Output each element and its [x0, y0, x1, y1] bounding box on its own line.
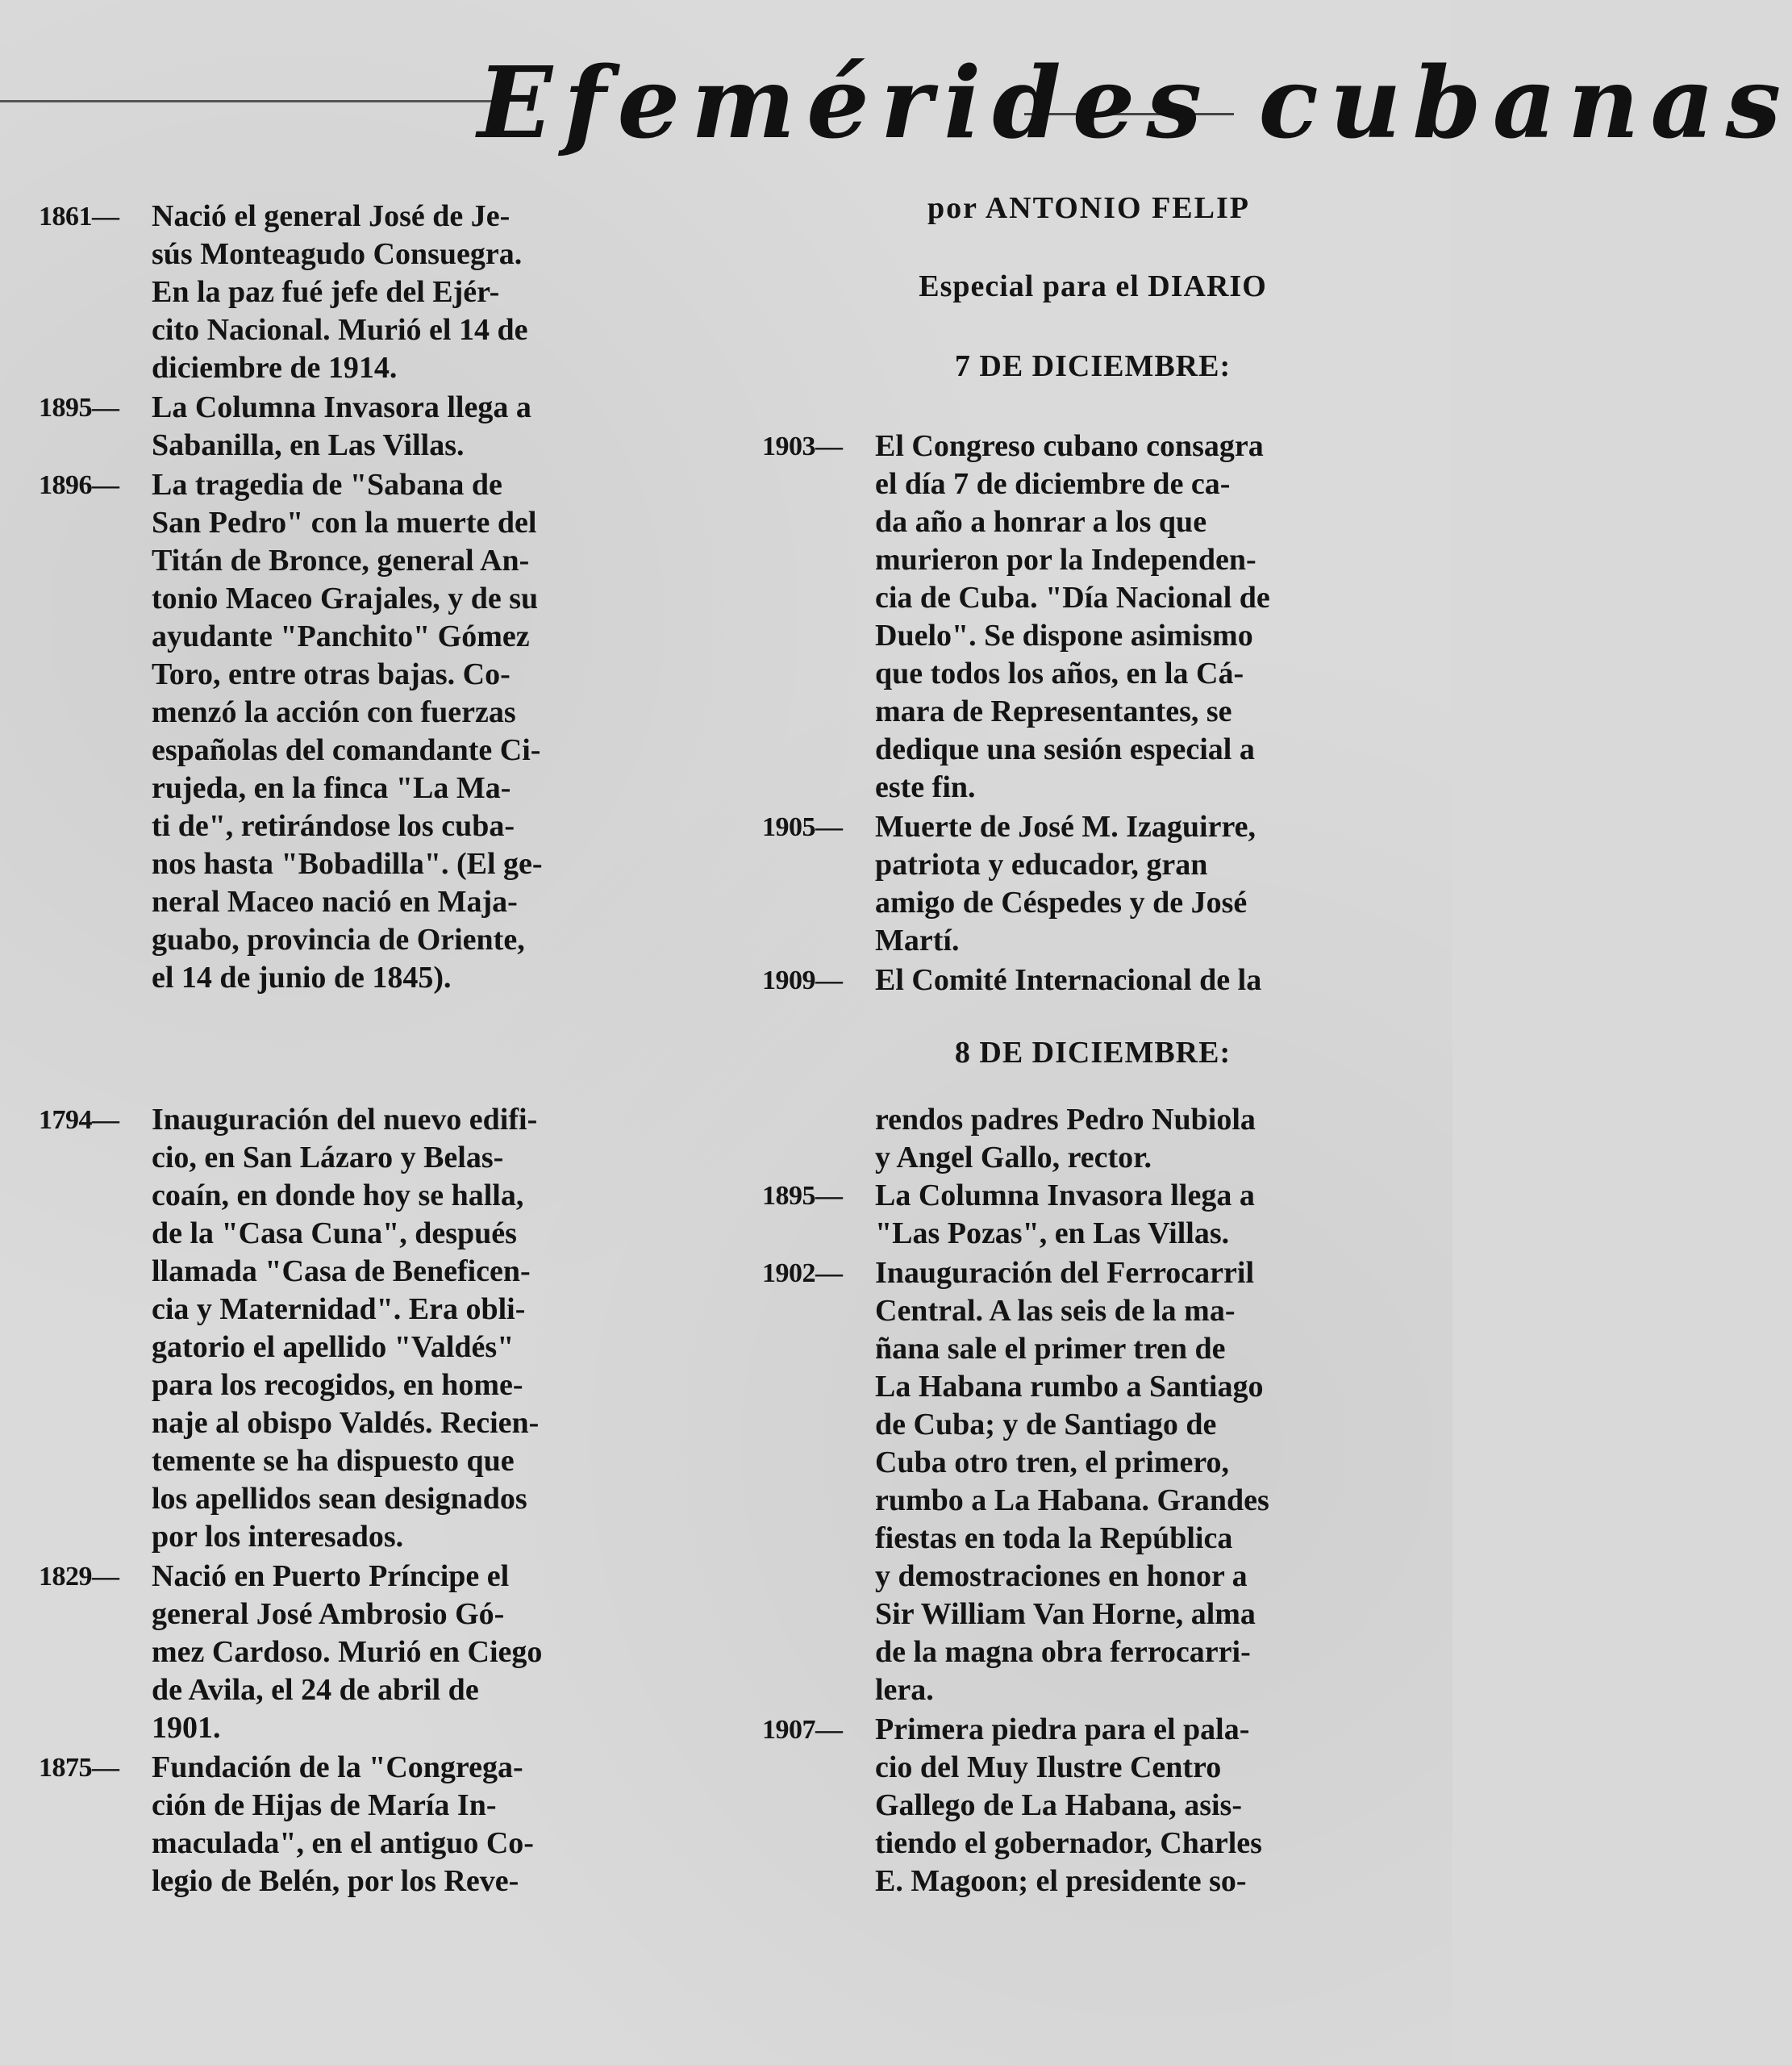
entry-year: 1905— — [762, 812, 843, 842]
right-column-bottom — [762, 1101, 1415, 1902]
byline: por ANTONIO FELIP — [927, 191, 1250, 225]
entry-line: mez Cardoso. Murió en Ciego — [152, 1635, 543, 1669]
entry-line: ti de", retirándose los cuba- — [152, 809, 515, 843]
entry-line: gatorio el apellido "Valdés" — [152, 1330, 515, 1364]
entry-line: cio, en San Lázaro y Belas- — [152, 1141, 504, 1174]
entry-line: de la "Casa Cuna", después — [152, 1216, 517, 1250]
ephemeris-entry — [39, 1749, 700, 1900]
entry-year: 1902— — [762, 1258, 843, 1288]
entry-line: E. Magoon; el presidente so- — [875, 1864, 1247, 1898]
entry-line: temente se ha dispuesto que — [152, 1444, 515, 1478]
entry-line: cia de Cuba. "Día Nacional de — [875, 581, 1270, 615]
entry-year: 1909— — [762, 966, 843, 995]
ephemeris-entry — [762, 1254, 1415, 1709]
entry-line: neral Maceo nació en Maja- — [152, 885, 518, 919]
entry-year: 1861— — [39, 202, 119, 232]
entry-line: nos hasta "Bobadilla". (El ge- — [152, 847, 543, 881]
entry-line: naje al obispo Valdés. Recien- — [152, 1406, 540, 1440]
entry-line: mara de Representantes, se — [875, 695, 1232, 728]
entry-year: 1875— — [39, 1753, 119, 1783]
entry-year: 1896— — [39, 470, 119, 500]
entry-line: y Angel Gallo, rector. — [875, 1141, 1152, 1174]
entry-line: Cuba otro tren, el primero, — [875, 1446, 1230, 1479]
entry-line: españolas del comandante Ci- — [152, 733, 541, 767]
entry-line: Primera piedra para el pala- — [875, 1712, 1250, 1746]
ephemeris-entry — [762, 1177, 1415, 1253]
entry-year: 1829— — [39, 1562, 119, 1592]
entry-line: En la paz fué jefe del Ejér- — [152, 275, 500, 309]
entry-line: Nació el general José de Je- — [152, 199, 511, 233]
entry-line: coaín, en donde hoy se halla, — [152, 1179, 524, 1212]
entry-line: "Las Pozas", en Las Villas. — [875, 1216, 1230, 1250]
entry-year: 1794— — [39, 1105, 119, 1135]
entry-line: ción de Hijas de María In- — [152, 1788, 497, 1822]
entry-line: y demostraciones en honor a — [875, 1559, 1248, 1593]
entry-line: general José Ambrosio Gó- — [152, 1597, 505, 1631]
entry-line: amigo de Céspedes y de José — [875, 886, 1248, 920]
entry-line: que todos los años, en la Cá- — [875, 657, 1244, 690]
entry-line: lera. — [875, 1673, 934, 1707]
ephemeris-entry — [762, 962, 1415, 999]
entry-line: San Pedro" con la muerte del — [152, 506, 537, 540]
headline: Efemérides cubanas — [477, 44, 1792, 161]
entry-line: Gallego de La Habana, asis- — [875, 1788, 1242, 1822]
entry-line: Titán de Bronce, general An- — [152, 544, 530, 578]
ephemeris-entry — [39, 1101, 700, 1556]
entry-line: maculada", en el antiguo Co- — [152, 1826, 534, 1860]
continued-text — [762, 1101, 1415, 1177]
entry-year: 1903— — [762, 432, 843, 461]
entry-line: Central. A las seis de la ma- — [875, 1294, 1236, 1328]
entry-line: por los interesados. — [152, 1520, 404, 1554]
entry-line: el día 7 de diciembre de ca- — [875, 467, 1231, 501]
entry-line: menzó la acción con fuerzas — [152, 695, 516, 729]
entry-line: da año a honrar a los que — [875, 505, 1207, 539]
entry-line: de Cuba; y de Santiago de — [875, 1408, 1217, 1441]
entry-line: guabo, provincia de Oriente, — [152, 923, 525, 957]
header-rule — [0, 100, 500, 102]
entry-line: cito Nacional. Murió el 14 de — [152, 313, 528, 347]
entry-line: Fundación de la "Congrega- — [152, 1750, 523, 1784]
entry-line: Duelo". Se dispone asimismo — [875, 619, 1253, 653]
entry-line: ñana sale el primer tren de — [875, 1332, 1226, 1366]
entry-line: de Avila, el 24 de abril de — [152, 1673, 479, 1707]
right-column-top — [762, 428, 1415, 1001]
entry-line: tiendo el gobernador, Charles — [875, 1826, 1262, 1860]
entry-line: cia y Maternidad". Era obli- — [152, 1292, 526, 1326]
entry-line: cio del Muy Ilustre Centro — [875, 1750, 1222, 1784]
entry-line: El Comité Internacional de la — [875, 963, 1262, 997]
entry-line: Muerte de José M. Izaguirre, — [875, 810, 1256, 844]
entry-line: para los recogidos, en home- — [152, 1368, 523, 1402]
ephemeris-entry — [39, 1558, 700, 1747]
ephemeris-entry — [762, 808, 1415, 960]
entry-line: La Habana rumbo a Santiago — [875, 1370, 1264, 1404]
entry-line: La tragedia de "Sabana de — [152, 468, 502, 502]
entry-line: los apellidos sean designados — [152, 1482, 527, 1516]
ephemeris-entry — [39, 466, 700, 997]
entry-line: Inauguración del nuevo edifi- — [152, 1103, 538, 1137]
entry-line: legio de Belén, por los Reve- — [152, 1864, 519, 1898]
entry-line: Martí. — [875, 924, 960, 957]
entry-line: llamada "Casa de Beneficen- — [152, 1254, 531, 1288]
entry-line: el 14 de junio de 1845). — [152, 961, 452, 995]
entry-line: Inauguración del Ferrocarril — [875, 1256, 1255, 1290]
ephemeris-entry — [762, 1711, 1415, 1900]
entry-line: rumbo a La Habana. Grandes — [875, 1483, 1269, 1517]
entry-line: diciembre de 1914. — [152, 351, 398, 385]
entry-line: patriota y educador, gran — [875, 848, 1208, 882]
entry-line: de la magna obra ferrocarri- — [875, 1635, 1251, 1669]
entry-line: este fin. — [875, 770, 976, 804]
entry-line: La Columna Invasora llega a — [875, 1179, 1255, 1212]
entry-line: rendos padres Pedro Nubiola — [875, 1103, 1256, 1137]
ephemeris-entry — [39, 198, 700, 387]
left-column-top — [39, 198, 700, 999]
special-note: Especial para el DIARIO — [919, 269, 1267, 303]
date-heading-8-dec: 8 DE DICIEMBRE: — [954, 1036, 1231, 1070]
entry-line: fiestas en toda la República — [875, 1521, 1233, 1555]
entry-year: 1895— — [39, 393, 119, 423]
entry-line: Sir William Van Horne, alma — [875, 1597, 1256, 1631]
ephemeris-entry — [39, 389, 700, 465]
date-heading-7-dec: 7 DE DICIEMBRE: — [954, 349, 1231, 383]
entry-line: murieron por la Independen- — [875, 543, 1256, 577]
entry-line: Toro, entre otras bajas. Co- — [152, 657, 511, 691]
entry-line: Nació en Puerto Príncipe el — [152, 1559, 510, 1593]
entry-line: tonio Maceo Grajales, y de su — [152, 582, 539, 615]
entry-line: Sabanilla, en Las Villas. — [152, 428, 465, 462]
entry-line: dedique una sesión especial a — [875, 732, 1255, 766]
entry-line: rujeda, en la finca "La Ma- — [152, 771, 511, 805]
entry-line: El Congreso cubano consagra — [875, 429, 1264, 463]
entry-line: sús Monteagudo Consuegra. — [152, 237, 523, 271]
ephemeris-entry — [762, 428, 1415, 807]
entry-line: La Columna Invasora llega a — [152, 390, 531, 424]
entry-year: 1907— — [762, 1715, 843, 1745]
left-column-bottom — [39, 1101, 700, 1902]
entry-line: 1901. — [152, 1711, 221, 1745]
entry-line: ayudante "Panchito" Gómez — [152, 620, 530, 653]
entry-year: 1895— — [762, 1181, 843, 1211]
